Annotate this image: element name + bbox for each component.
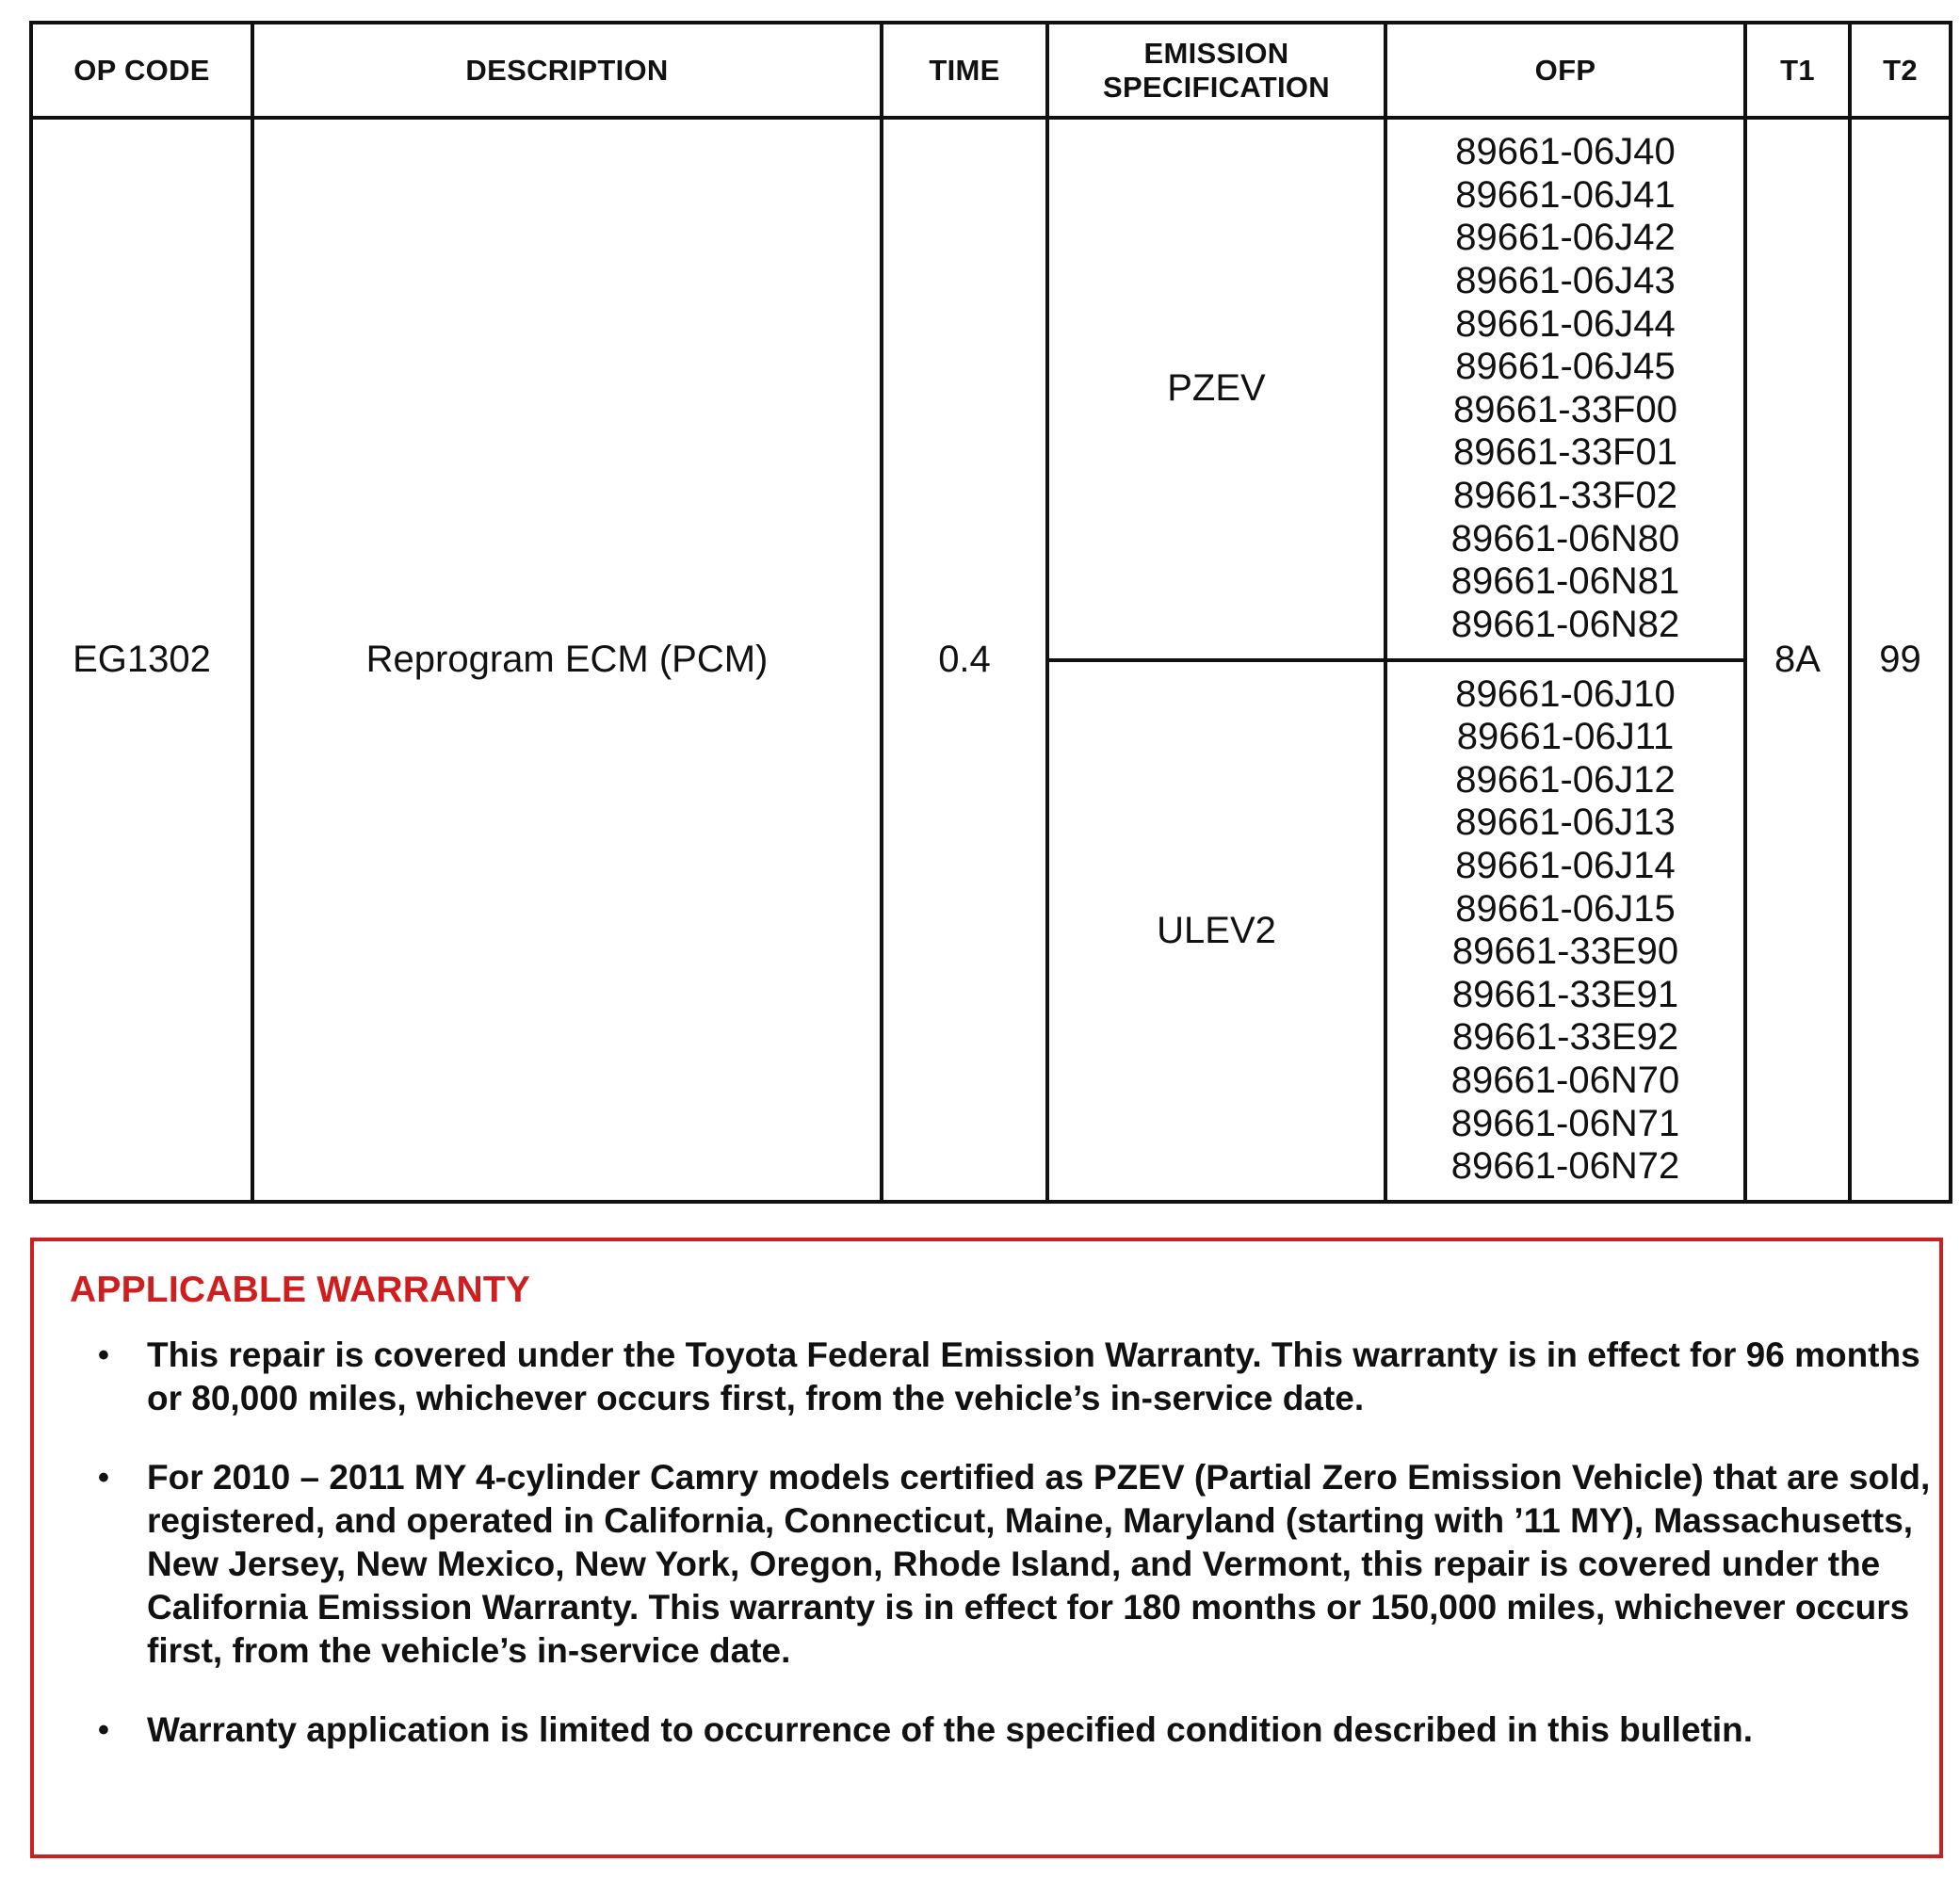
header-description: DESCRIPTION xyxy=(252,23,882,118)
ofp-number: 89661-06J44 xyxy=(1455,302,1676,345)
header-op-code: OP CODE xyxy=(31,23,252,118)
ofp-number: 89661-06N71 xyxy=(1450,1102,1680,1144)
ofp-number: 89661-33F00 xyxy=(1453,388,1677,430)
ofp-number: 89661-06J42 xyxy=(1455,217,1676,259)
warranty-bullet-item xyxy=(70,1456,1935,1673)
ofp-number: 89661-06J45 xyxy=(1455,346,1676,388)
warranty-bullet-text: This repair is covered under the Toyota Federal Emission Warranty. This warranty is in effect for 96 months or 80,000 miles, whichever occurs first, from the vehicle’s in-service date. xyxy=(147,1336,1920,1417)
warranty-bullet-text: Warranty application is limited to occurrence of the specified condition described in this bulletin. xyxy=(147,1710,1753,1749)
warranty-bullet-text: For 2010 – 2011 MY 4-cylinder Camry models certified as PZEV (Partial Zero Emission Vehicle) that are sold, registered, and operated in California, Connecticut, Maine, Maryland (starting with ’11 MY), Massachusetts, New Jersey, New Mexico, New York, Oregon, Rhode Island, and Vermont, this repair is covered under the California Emission Warranty. This warranty is in effect for 180 months or 150,000 miles, whichever occurs first, from the vehicle’s in-service date. xyxy=(147,1458,1931,1670)
cell-emission-spec-ulev2: ULEV2 xyxy=(1047,660,1385,1203)
bullet-icon: • xyxy=(98,1712,109,1748)
header-ofp: OFP xyxy=(1385,23,1745,118)
header-emission-specification xyxy=(1047,23,1385,118)
cell-description: Reprogram ECM (PCM) xyxy=(252,118,882,1202)
cell-time: 0.4 xyxy=(882,118,1047,1202)
op-code-table xyxy=(29,21,1952,1204)
header-emission-line1: EMISSION xyxy=(1143,36,1289,70)
applicable-warranty-box xyxy=(30,1238,1943,1858)
header-emission-line2: SPECIFICATION xyxy=(1102,70,1330,104)
bullet-icon: • xyxy=(98,1460,109,1496)
ofp-number: 89661-06N82 xyxy=(1450,603,1680,645)
header-time: TIME xyxy=(882,23,1047,118)
ofp-number: 89661-33E90 xyxy=(1451,931,1679,973)
ofp-number: 89661-06N72 xyxy=(1450,1145,1680,1188)
ofp-number: 89661-06N81 xyxy=(1450,560,1680,603)
ofp-number: 89661-06J15 xyxy=(1455,887,1676,930)
ofp-number: 89661-06N80 xyxy=(1450,517,1680,559)
ofp-number: 89661-06J40 xyxy=(1455,131,1676,173)
cell-ofp-list-ulev2 xyxy=(1385,660,1745,1203)
warranty-bullet-item xyxy=(70,1708,1935,1752)
cell-t2: 99 xyxy=(1850,118,1951,1202)
ofp-number: 89661-33F01 xyxy=(1453,431,1677,474)
ofp-number: 89661-06J11 xyxy=(1456,716,1675,758)
ofp-number: 89661-06J10 xyxy=(1455,672,1676,715)
ofp-number: 89661-06J43 xyxy=(1455,259,1676,301)
warranty-bullet-item xyxy=(70,1334,1935,1420)
table-row xyxy=(31,118,1951,660)
cell-t1: 8A xyxy=(1745,118,1850,1202)
ofp-number: 89661-33F02 xyxy=(1453,474,1677,516)
ofp-number: 89661-06J41 xyxy=(1455,173,1676,216)
ofp-number: 89661-33E91 xyxy=(1451,973,1679,1015)
header-t1: T1 xyxy=(1745,23,1850,118)
table-header-row xyxy=(31,23,1951,118)
ofp-number: 89661-06J13 xyxy=(1455,801,1676,844)
warranty-bullet-list xyxy=(70,1334,1935,1788)
cell-ofp-list-pzev xyxy=(1385,118,1745,660)
warranty-title: APPLICABLE WARRANTY xyxy=(70,1270,531,1310)
header-t2: T2 xyxy=(1850,23,1951,118)
bullet-icon: • xyxy=(98,1337,109,1373)
ofp-number: 89661-06J12 xyxy=(1455,758,1676,801)
ofp-number: 89661-06J14 xyxy=(1455,845,1676,887)
ofp-number: 89661-06N70 xyxy=(1450,1060,1680,1102)
ofp-number: 89661-33E92 xyxy=(1451,1016,1679,1059)
cell-op-code: EG1302 xyxy=(31,118,252,1202)
cell-emission-spec-pzev: PZEV xyxy=(1047,118,1385,660)
